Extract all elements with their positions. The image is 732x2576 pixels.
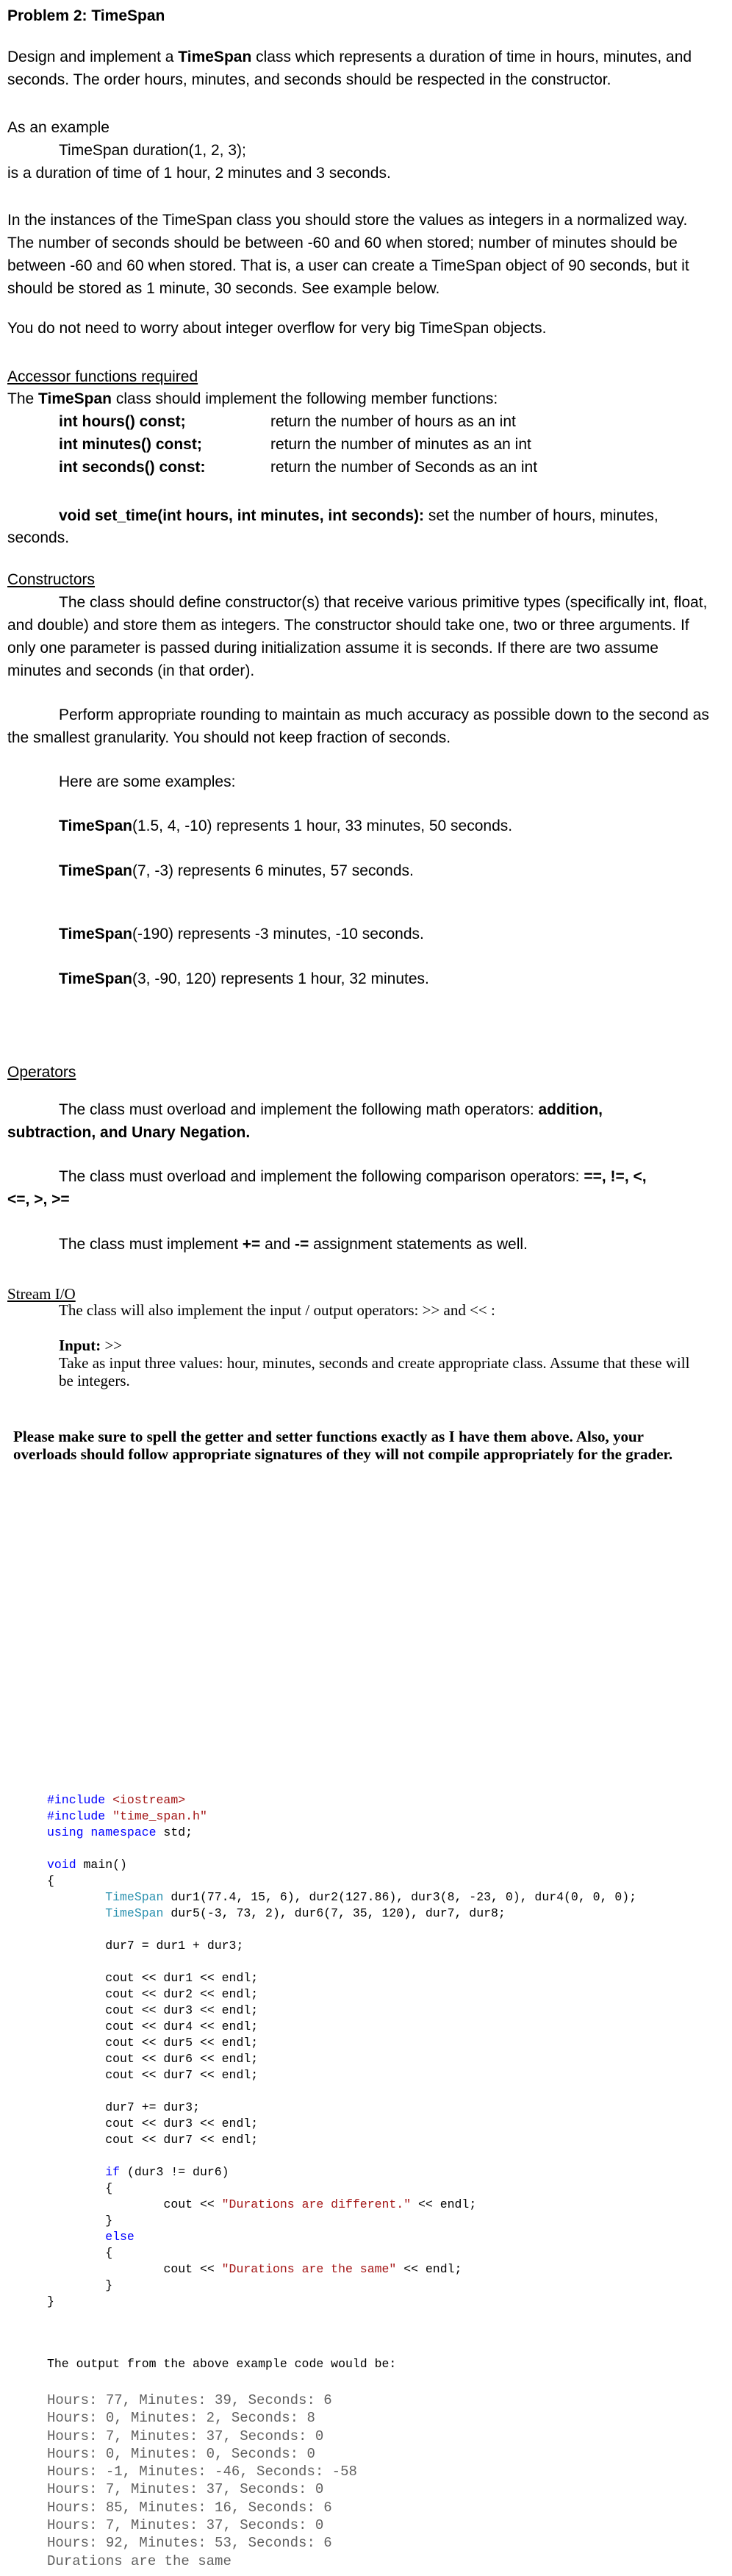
output-line: Hours: 0, Minutes: 2, Seconds: 8 — [47, 2410, 315, 2427]
constructor-example: TimeSpan(7, -3) represents 6 minutes, 57 seconds. — [59, 862, 414, 879]
output-block — [47, 2391, 357, 2570]
output-line: Hours: 7, Minutes: 37, Seconds: 0 — [47, 2481, 324, 2498]
stream-io-line: The class will also implement the input / output operators: >> and << : — [59, 1301, 495, 1319]
output-line: Hours: 7, Minutes: 37, Seconds: 0 — [47, 2427, 324, 2444]
math-operators-paragraph: The class must overload and implement the following math operators: addition, subtraction, and Unary Negation. — [7, 1101, 603, 1141]
code-sample: #include <iostream> #include "time_span.h" using namespace std; void main() { TimeSpan dur1(77.4, 15, 6), dur2(127.86), dur3(8, -23, 0), dur4(0, 0, 0); TimeSpan dur5(-3, 73, 2), dur6(7, 35, 120), dur7, dur8; dur7 = dur1 + dur3; cout << dur1 << endl; cout << dur2 << endl; cout << dur3 << endl; cout << dur4 << endl; cout << dur5 << endl; cout << dur6 << endl; cout << dur7 << endl; dur7 += dur3; cout << dur3 << endl; cout << dur7 << endl; if (dur3 != dur6) { cout << "Durations are different." << endl; } else { cout << "Durations are the same" << endl; } } — [47, 1793, 637, 2308]
output-line: Hours: -1, Minutes: -46, Seconds: -58 — [47, 2464, 357, 2480]
normalize-paragraph: In the instances of the TimeSpan class you should store the values as integers in a normalized way. The number of seconds should be between -60 and 60 when stored; number of minutes should be between -60 and 60 when stored. That is, a user can create a TimeSpan object of 90 seconds, but it should be stored as 1 minute, 30 seconds. See example below. — [7, 212, 689, 297]
output-line: Durations are the same — [47, 2552, 232, 2569]
input-heading: Input: >> — [59, 1337, 123, 1354]
example-lead: As an example — [7, 119, 110, 136]
constructors-paragraph-1: The class should define constructor(s) that receive various primitive types (specifically int, float, and double) and store them as integers. The constructor should take one, two or three arguments. If only one parameter is passed during initialization assume it is seconds. If there are two assume minutes and seconds (in that order). — [7, 594, 708, 679]
output-line: Hours: 7, Minutes: 37, Seconds: 0 — [47, 2517, 324, 2534]
intro-paragraph: Design and implement a TimeSpan class which represents a duration of time in hours, minutes, and seconds. The order hours, minutes, and seconds should be respected in the constructor. — [7, 49, 692, 88]
accessor-seconds: int seconds() const: return the number of Seconds as an int — [59, 459, 538, 476]
set-time-continued: seconds. — [7, 529, 70, 546]
constructors-heading: Constructors — [7, 571, 96, 588]
set-time-line: void set_time(int hours, int minutes, int seconds): set the number of hours, minutes, — [59, 507, 659, 524]
assignment-operators-line: The class must implement += and -= assignment statements as well. — [59, 1236, 528, 1253]
example-code: TimeSpan duration(1, 2, 3); — [59, 142, 246, 159]
constructor-example: TimeSpan(-190) represents -3 minutes, -10 seconds. — [59, 926, 424, 942]
page-title: Problem 2: TimeSpan — [7, 7, 165, 24]
output-line: Hours: 92, Minutes: 53, Seconds: 6 — [47, 2535, 332, 2552]
output-lead: The output from the above example code would be: — [47, 2357, 397, 2371]
constructor-example: TimeSpan(3, -90, 120) represents 1 hour, 32 minutes. — [59, 970, 429, 987]
example-desc: is a duration of time of 1 hour, 2 minutes and 3 seconds. — [7, 165, 391, 182]
accessors-lead: The TimeSpan class should implement the following member functions: — [7, 390, 498, 407]
stream-io-heading: Stream I/O — [7, 1285, 76, 1303]
operators-heading: Operators — [7, 1064, 76, 1081]
accessor-list — [59, 410, 537, 479]
accessors-heading: Accessor functions required — [7, 368, 198, 385]
constructors-paragraph-2: Perform appropriate rounding to maintain as much accuracy as possible down to the second as the smallest granularity. You should not keep fraction of seconds. — [7, 706, 709, 746]
input-description: Take as input three values: hour, minutes, seconds and create appropriate class. Assume that these will be integers. — [59, 1354, 690, 1389]
examples-lead: Here are some examples: — [59, 773, 236, 790]
overflow-note: You do not need to worry about integer overflow for very big TimeSpan objects. — [7, 320, 547, 337]
output-line: Hours: 77, Minutes: 39, Seconds: 6 — [47, 2392, 332, 2408]
comparison-operators-paragraph: The class must overload and implement the following comparison operators: ==, !=, <, <=, >, >= — [7, 1168, 647, 1208]
output-line: Hours: 85, Minutes: 16, Seconds: 6 — [47, 2499, 332, 2516]
warning-note: Please make sure to spell the getter and setter functions exactly as I have them above. Also, your overloads should follow appropriate signatures of they will not compile appropriately for the grader. — [13, 1428, 673, 1463]
output-line: Hours: 0, Minutes: 0, Seconds: 0 — [47, 2445, 315, 2462]
accessor-minutes: int minutes() const; return the number of minutes as an int — [59, 436, 531, 453]
constructor-example: TimeSpan(1.5, 4, -10) represents 1 hour, 33 minutes, 50 seconds. — [59, 817, 513, 834]
accessor-hours: int hours() const; return the number of hours as an int — [59, 413, 516, 430]
